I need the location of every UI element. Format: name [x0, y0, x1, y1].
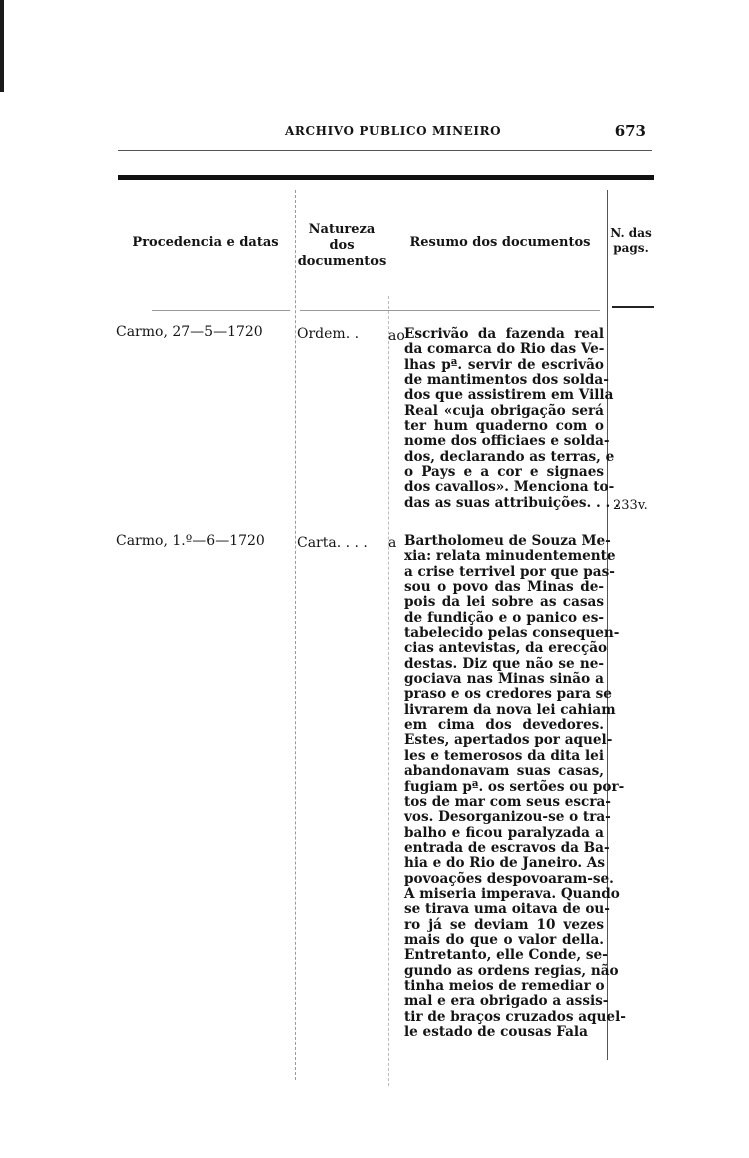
- summary-line: Estes, apertados por aquel-: [404, 732, 613, 749]
- entry-date: Carmo, 1.º—6—1720: [116, 533, 265, 549]
- summary-line: Real «cuja obrigação será: [404, 402, 604, 419]
- summary-line: em cima dos devedores.: [404, 717, 604, 734]
- entry-nature: Ordem. .: [297, 326, 360, 342]
- summary-line: nome dos officiaes e solda-: [404, 433, 610, 450]
- natureza-line-3: documentos: [297, 254, 387, 269]
- summary-line: gociava nas Minas sinão a: [404, 671, 604, 688]
- summary-line: ro já se deviam 10 vezes: [404, 916, 604, 933]
- summary-line: livrarem da nova lei cahiam: [404, 701, 616, 718]
- summary-line: tir de braços cruzados aquel-: [404, 1008, 626, 1025]
- paginas-line-2: pags.: [613, 241, 649, 255]
- summary-line: balho e ficou paralyzada a: [404, 824, 604, 841]
- summary-line: tinha meios de remediar o: [404, 977, 605, 994]
- entry-nature: Carta. . . .: [297, 535, 368, 551]
- summary-line: tabelecido pelas consequen-: [404, 625, 620, 642]
- summary-line: entrada de escravos da Ba-: [404, 839, 610, 856]
- column-header-paginas: [607, 226, 655, 256]
- summary-line: o Pays e a cor e signaes: [404, 464, 604, 481]
- summary-line: das as suas attribuições. . . .: [404, 494, 620, 511]
- summary-line: ter hum quaderno com o: [404, 418, 604, 435]
- summary-line: se tirava uma oitava de ou-: [404, 901, 610, 918]
- summary-line: povoações despovoaram-se.: [404, 870, 614, 887]
- page-header: [118, 124, 654, 144]
- summary-line: pois da lei sobre as casas: [404, 594, 604, 611]
- column-header-natureza: [296, 222, 388, 270]
- natureza-line-1: Natureza: [308, 222, 376, 237]
- summary-line: xia: relata minudentemente: [404, 548, 616, 565]
- summary-line: de mantimentos dos solda-: [404, 372, 609, 389]
- header-separator: [152, 310, 290, 311]
- summary-line: fugiam pª. os sertões ou por-: [404, 778, 625, 795]
- paginas-line-1: N. das: [610, 226, 652, 240]
- summary-line: dos, declarando as terras, e: [404, 448, 615, 465]
- summary-line: a crise terrivel por que pas-: [404, 563, 615, 580]
- entry-summary: [404, 326, 620, 511]
- header-rule: [118, 150, 652, 151]
- running-title: ARCHIVO PUBLICO MINEIRO: [285, 124, 502, 138]
- summary-line: les e temerosos da dita lei: [404, 747, 604, 764]
- summary-line: abandonavam suas casas,: [404, 763, 604, 780]
- summary-line: dos que assistirem em Villa: [404, 387, 614, 404]
- entry-preposition: a: [388, 535, 397, 551]
- natureza-line-2: dos: [329, 238, 355, 253]
- summary-line: da comarca do Rio das Ve-: [404, 341, 605, 358]
- entry-page-ref: 233v.: [613, 498, 648, 513]
- summary-line: le estado de cousas Fala: [404, 1024, 588, 1040]
- summary-line: mais do que o valor della.: [404, 931, 604, 948]
- column-divider-1: [295, 190, 296, 1080]
- page-edge-mark: [0, 0, 4, 92]
- summary-line: sou o povo das Minas de-: [404, 579, 604, 596]
- entry-summary: [404, 533, 626, 1040]
- summary-line: dos cavallos». Menciona to-: [404, 479, 615, 496]
- summary-line: lhas pª. servir de escrivão: [404, 356, 604, 373]
- page-number: 673: [614, 122, 646, 140]
- entry-date: Carmo, 27—5—1720: [116, 324, 263, 340]
- column-header-procedencia: Procedencia e datas: [132, 235, 279, 250]
- summary-line: tos de mar com seus escra-: [404, 793, 611, 810]
- summary-line: Escrivão da fazenda real: [404, 326, 604, 342]
- summary-line: gundo as ordens regias, não: [404, 962, 619, 979]
- summary-line: cias antevistas, da erecção: [404, 640, 608, 657]
- summary-line: de fundição e o panico es-: [404, 609, 604, 626]
- entry-preposition: ao: [388, 328, 405, 344]
- summary-line: Bartholomeu de Souza Me-: [404, 533, 611, 549]
- column-header-resumo: Resumo dos documentos: [409, 235, 591, 250]
- header-separator: [300, 310, 600, 311]
- summary-line: hia e do Rio de Janeiro. As: [404, 855, 606, 872]
- summary-line: destas. Diz que não se ne-: [404, 655, 604, 672]
- summary-line: mal e era obrigado a assis-: [404, 993, 609, 1010]
- header-separator: [612, 306, 654, 308]
- summary-line: Entretanto, elle Conde, se-: [404, 947, 608, 964]
- summary-line: praso e os credores para se: [404, 686, 612, 703]
- summary-line: A miseria imperava. Quando: [404, 885, 620, 902]
- table-top-rule: [118, 175, 654, 180]
- summary-line: vos. Desorganizou-se o tra-: [404, 809, 611, 826]
- column-divider-2: [388, 296, 389, 1086]
